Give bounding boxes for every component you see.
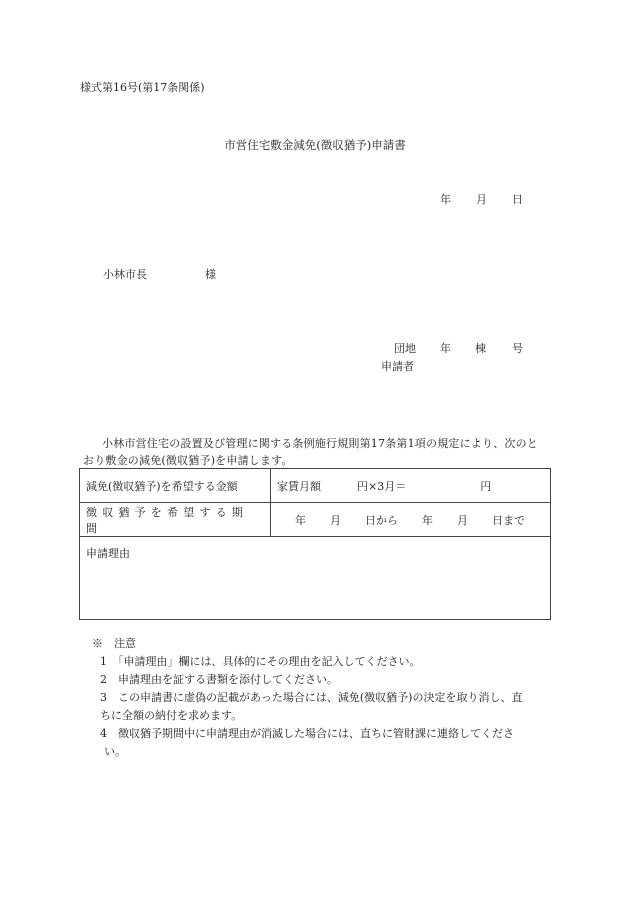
- yen-times-label: 円×3月＝: [357, 479, 407, 493]
- body-line-1: 小林市営住宅の設置及び管理に関する条例施行規則第17条第1項の規定により、次のと: [102, 437, 538, 450]
- danchi-label: 団地: [394, 342, 416, 355]
- note-item-3-cont: ちに全額の納付を求めます。: [100, 709, 243, 722]
- date-month: 月: [476, 193, 487, 206]
- body-line-2: おり敷金の減免(徴収猶予)を申請します。: [83, 454, 293, 467]
- period-year-1: 年: [295, 513, 306, 527]
- mune-label: 棟: [475, 342, 486, 355]
- rent-monthly-label: 家賃月額: [277, 479, 321, 493]
- date-day: 日: [512, 193, 523, 206]
- period-to: 日まで: [492, 513, 525, 527]
- addressee: [103, 268, 216, 282]
- body-text: [80, 435, 550, 469]
- note-item-1: 1 「申請理由」欄には、具体的にその理由を記入してください。: [100, 655, 421, 668]
- form-number: 様式第16号(第17条関係): [80, 81, 205, 94]
- applicant-address: [394, 342, 523, 356]
- notes: [80, 635, 550, 761]
- date-line: [440, 193, 523, 207]
- addressee-name: 小林市長: [103, 268, 147, 281]
- go-label: 号: [512, 342, 523, 355]
- period-from: 日から: [365, 513, 398, 527]
- amount-label: 減免(徴収猶予)を希望する金額: [80, 469, 271, 503]
- period-month-2: 月: [457, 513, 468, 527]
- nen-label: 年: [440, 342, 451, 355]
- note-item-2: 2 申請理由を証する書類を添付してください。: [100, 673, 338, 686]
- document-title: 市営住宅敷金減免(徴収猶予)申請書: [224, 138, 406, 152]
- note-item-4-cont: い。: [104, 745, 126, 758]
- table-row-period: [80, 503, 551, 537]
- application-table: [79, 468, 551, 620]
- notes-heading: ※ 注意: [92, 637, 136, 650]
- period-value[interactable]: [271, 503, 551, 537]
- period-year-2: 年: [422, 513, 433, 527]
- note-item-4: 4 徴収猶予期間中に申請理由が消滅した場合には、直ちに管財課に連絡してくださ: [100, 727, 514, 740]
- table-row-reason: [80, 537, 551, 620]
- date-year: 年: [440, 193, 451, 206]
- yen-label: 円: [480, 479, 492, 493]
- reason-label: 申請理由: [86, 547, 130, 560]
- reason-field[interactable]: [80, 537, 551, 620]
- period-month-1: 月: [330, 513, 341, 527]
- addressee-honorific: 様: [205, 268, 216, 281]
- note-item-3: 3 この申請書に虚偽の記載があった場合には、減免(徴収猶予)の決定を取り消し、直: [100, 691, 523, 704]
- period-label: 徴収猶予を希望する期間: [80, 503, 271, 537]
- table-row-amount: [80, 469, 551, 503]
- amount-value[interactable]: [271, 469, 551, 503]
- applicant-label: 申請者: [381, 360, 414, 373]
